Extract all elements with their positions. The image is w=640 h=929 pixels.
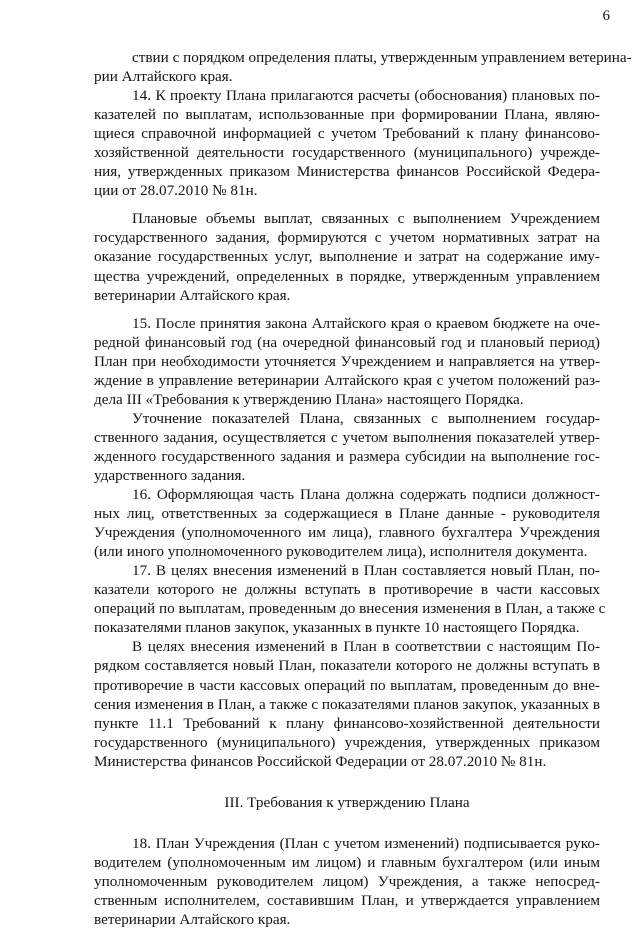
section-heading: III. Требования к утверждению Плана [224,793,470,811]
paragraph-line: ветеринарии Алтайского края. [94,286,291,304]
paragraph-line: План при необходимости уточняется Учреждением и направляется на утвер- [94,352,600,370]
paragraph-line: водителем (уполномоченным им лицом) и главным бухгалтером (или иным [94,853,600,871]
section-heading-block [94,793,600,812]
paragraph [94,637,600,770]
paragraph [94,409,600,485]
paragraph [94,314,600,409]
paragraph-line: щества учреждений, определенных в порядке, утвержденным управлением [94,267,600,285]
paragraph-line: ния, утвержденных приказом Министерства финансов Российской Федера- [94,163,600,181]
paragraph-line: 16. Оформляющая часть Плана должна содержать подписи должност- [132,486,600,504]
paragraph-line: щиеся справочной информацией с учетом Требований к плану финансово- [94,125,600,143]
paragraph-line: государственного задания, формируются с учетом нормативных затрат на [94,229,600,247]
paragraph-line: ветеринарии Алтайского края. [94,910,291,928]
paragraph-line: казатели которого не должны вступать в противоречие в части кассовых [94,581,600,599]
paragraph [94,561,606,637]
paragraph-line: дела III «Требования к утверждению Плана» настоящего Порядка. [94,390,524,408]
paragraph-line: противоречие в части кассовых операций по выплатам, проведенным до вне- [94,676,600,694]
paragraph [94,86,600,200]
paragraph-line: Уточнение показателей Плана, связанных с выполнением государ- [132,409,600,427]
paragraph-line: 14. К проекту Плана прилагаются расчеты (обоснования) плановых по- [132,87,600,105]
paragraph-line: казателей по выплатам, использованные при формировании Плана, являю- [94,106,600,124]
page-number: 6 [602,8,610,24]
paragraph-line: ции от 28.07.2010 № 81н. [94,182,258,200]
paragraph-line: 17. В целях внесения изменений в План составляется новый План, по- [132,562,600,580]
paragraph-line: ударственного задания. [94,466,246,484]
paragraph-line: сения изменения в План, а также с показателями планов закупок, указанных в [94,695,600,713]
paragraph-line: показателями планов закупок, указанных в пункте 10 настоящего Порядка. [94,619,580,637]
paragraph [94,209,600,304]
paragraph-list [94,48,632,771]
paragraph-line: пункте 11.1 Требований к плану финансово-хозяйственной деятельности [94,714,600,732]
paragraph [94,48,632,86]
paragraph-line: (или иного уполномоченного руководителем лица), исполнителя документа. [94,543,588,561]
paragraph-gap [94,200,600,209]
paragraph-line: рии Алтайского края. [94,68,233,86]
paragraph-gap [94,305,600,314]
paragraph-line: редной финансовый год (на очередной финансовый год и плановый период) [94,333,600,351]
final-paragraph [94,834,600,929]
paragraph-line: оказание государственных услуг, выполнение и затрат на содержание иму- [94,248,600,266]
paragraph-line: рядком составляется новый План, показатели которого не должны вступать в [94,657,600,675]
paragraph-line: 15. После принятия закона Алтайского края о краевом бюджете на оче- [132,314,600,332]
paragraph-line: уполномоченным руководителем лицом) Учреждения, а также непосред- [94,872,600,890]
paragraph-line: жденного государственного задания и размера субсидии на выполнение гос- [94,447,600,465]
paragraph-line: Плановые объемы выплат, связанных с выполнением Учреждением [132,210,600,228]
paragraph-line: ственного задания, осуществляется с учетом выполнения показателей утвер- [94,428,600,446]
paragraph-line: ных лиц, ответственных за содержащиеся в Плане данные - руководителя [94,505,600,523]
document-body [94,48,632,929]
paragraph [94,485,600,561]
paragraph-line: хозяйственной деятельности государственного (муниципального) учрежде- [94,144,600,162]
paragraph-line: ждение в управление ветеринарии Алтайского края с учетом положений раз- [94,371,600,389]
paragraph-line: государственного (муниципального) учреждения, утвержденных приказом [94,733,600,751]
paragraph [94,834,600,929]
paragraph-line: ствии с порядком определения платы, утвержденным управлением ветерина- [132,49,632,66]
paragraph-line: В целях внесения изменений в План в соответствии с настоящим По- [132,638,600,656]
paragraph-line: операций по выплатам, проведенным до внесения изменения в План, а также с [94,600,606,618]
paragraph-line: Учреждения (уполномоченного им лица), главного бухгалтера Учреждения [94,524,600,542]
paragraph-line: ственным исполнителем, составившим План, и утверждается управлением [94,891,600,909]
paragraph-line: Министерства финансов Российской Федерации от 28.07.2010 № 81н. [94,752,547,770]
paragraph-line: 18. План Учреждения (План с учетом изменений) подписывается руко- [132,834,600,852]
